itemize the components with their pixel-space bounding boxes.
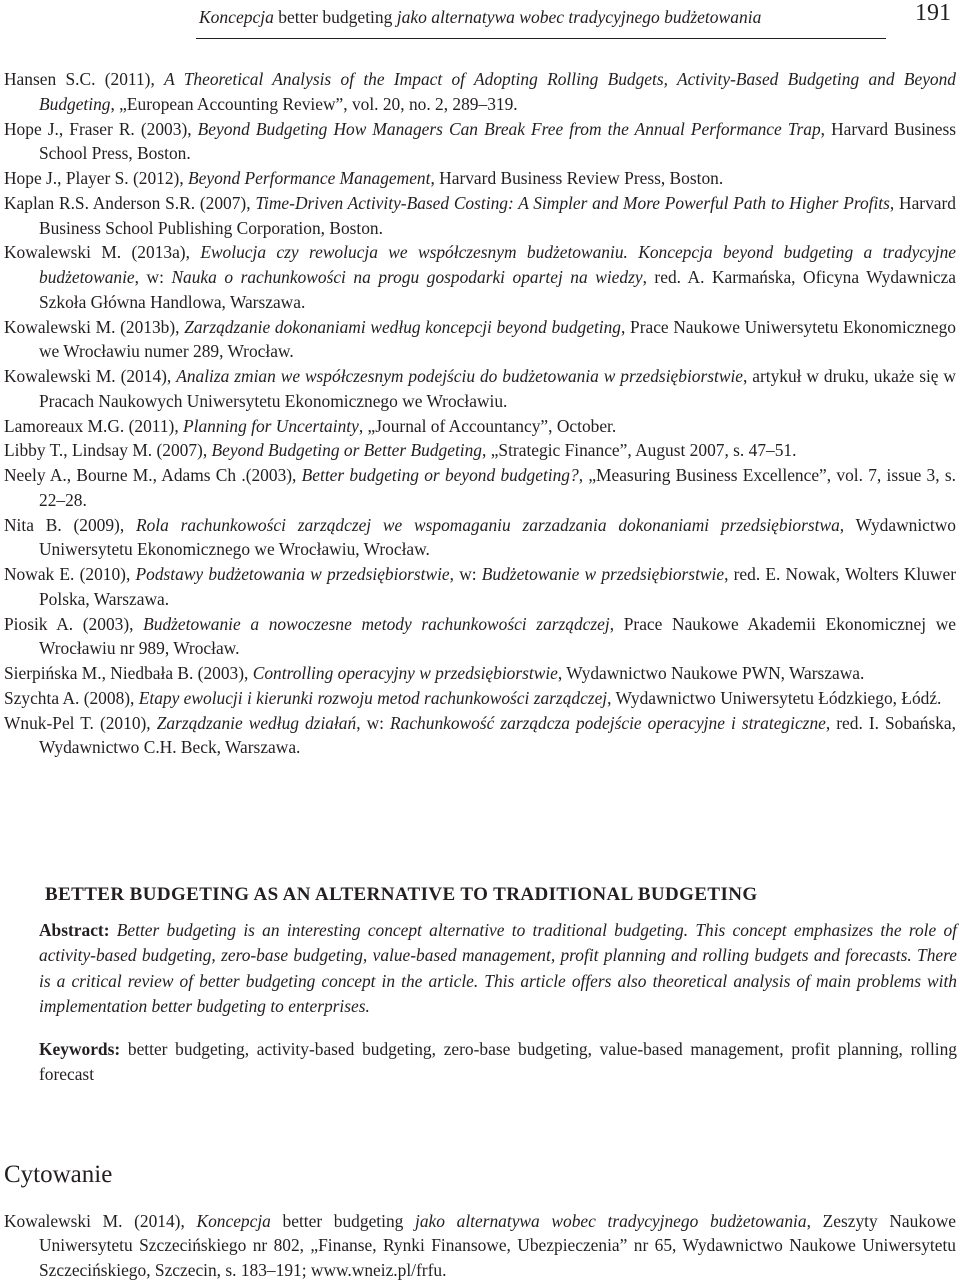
keywords-label: Keywords: bbox=[39, 1038, 121, 1059]
reference-entry: Hansen S.C. (2011), A Theoretical Analysis of the Impact of Adopting Rolling Budgets, Activity-Based Budgeting and Beyond Budgeting, „European Accounting Review”, vol. 20, no. 2, 289–319. bbox=[4, 69, 956, 114]
header-divider bbox=[196, 38, 886, 39]
reference-entry: Lamoreaux M.G. (2011), Planning for Uncertainty, „Journal of Accountancy”, October. bbox=[4, 415, 617, 436]
reference-entry: Nita B. (2009), Rola rachunkowości zarządczej we wspomaganiu zarzadzania dokonaniami przedsiębiorstwa, Wydawnictwo Uniwersytetu Ekonomicznego we Wrocławiu, Wrocław. bbox=[4, 514, 956, 560]
reference-entry: Hope J., Fraser R. (2003), Beyond Budgeting How Managers Can Break Free from the Annual Performance Trap, Harvard Business School Press, Boston. bbox=[4, 118, 956, 164]
reference-entry: Kowalewski M. (2014), Analiza zmian we współczesnym podejściu do budżetowania w przedsiębiorstwie, artykuł w druku, ukaże się w Pracach Naukowych Uniwersytetu Ekonomicznego we Wrocławiu. bbox=[4, 366, 956, 411]
reference-entry: Sierpińska M., Niedbała B. (2003), Controlling operacyjny w przedsiębiorstwie, Wydawnictwo Naukowe PWN, Warszawa. bbox=[4, 663, 865, 683]
running-title: Koncepcja better budgeting jako alternatywa wobec tradycyjnego budżetowania bbox=[199, 7, 762, 27]
reference-entry: Nowak E. (2010), Podstawy budżetowania w przedsiębiorstwie, w: Budżetowanie w przedsiębiorstwie, red. E. Nowak, Wolters Kluwer Polska, Warszawa. bbox=[4, 564, 956, 609]
abstract bbox=[39, 918, 957, 1020]
reference-entry: Szychta A. (2008), Etapy ewolucji i kierunki rozwoju metod rachunkowości zarządczej, Wydawnictwo Uniwersytetu Łódzkiego, Łódź. bbox=[4, 687, 942, 708]
citation-text: Kowalewski M. (2014), Koncepcja better budgeting jako alternatywa wobec tradycyjnego budżetowania, Zeszyty Naukowe Uniwersytetu Szczecińskiego nr 802, „Finanse, Rynki Finansowe, Ubezpieczenia” nr 65, Wydawnictwo Naukowe Uniwersytetu Szczecińskiego, Szczecin, s. 183–191; www.wneiz.pl/frfu. bbox=[4, 1211, 956, 1280]
citation-heading: Cytowanie bbox=[4, 1161, 113, 1188]
reference-entry: Wnuk-Pel T. (2010), Zarządzanie według działań, w: Rachunkowość zarządcza podejście operacyjne i strategiczne, red. I. Sobańska, Wydawnictwo C.H. Beck, Warszawa. bbox=[4, 712, 956, 758]
reference-entry: Piosik A. (2003), Budżetowanie a nowoczesne metody rachunkowości zarządczej, Prace Naukowe Akademii Ekonomicznej we Wrocławiu nr 989, Wrocław. bbox=[4, 613, 956, 659]
keywords bbox=[39, 1037, 957, 1088]
reference-entry: Libby T., Lindsay M. (2007), Beyond Budgeting or Better Budgeting, „Strategic Finance”, August 2007, s. 47–51. bbox=[4, 440, 797, 461]
page-number: 191 bbox=[915, 0, 951, 26]
keywords-text: better budgeting, activity-based budgeting, zero-base budgeting, value-based management, profit planning, rolling forecast bbox=[39, 1038, 957, 1085]
reference-entry: Hope J., Player S. (2012), Beyond Performance Management, Harvard Business Review Press, Boston. bbox=[4, 168, 724, 188]
english-summary bbox=[39, 882, 957, 1087]
reference-list bbox=[4, 67, 956, 760]
reference-entry: Kowalewski M. (2013a), Ewolucja czy rewolucja we współczesnym budżetowaniu. Koncepcja beyond budgeting a tradycyjne budżetowanie, w: Nauka o rachunkowości na progu gospodarki opartej na wiedzy, red. A. Karmańska, Oficyna Wydawnicza Szkoła Główna Handlowa, Warszawa. bbox=[4, 242, 957, 312]
reference-entry: Neely A., Bourne M., Adams Ch .(2003), Better budgeting or beyond budgeting?, „Measuring Business Excellence”, vol. 7, issue 3, s. 22–28. bbox=[4, 465, 956, 510]
reference-entry: Kowalewski M. (2013b), Zarządzanie dokonaniami według koncepcji beyond budgeting, Prace Naukowe Uniwersytetu Ekonomicznego we Wrocławiu numer 289, Wrocław. bbox=[4, 316, 957, 362]
running-header bbox=[197, 2, 957, 36]
abstract-label: Abstract: bbox=[39, 920, 110, 940]
abstract-text: Better budgeting is an interesting concept alternative to traditional budgeting. This concept emphasizes the role of activity-based budgeting, zero-base budgeting, value-based management, profit planning and rolling budgets and forecasts. There is a critical review of better budgeting concept in the article. This article offers also theoretical analysis of main problems with implementation better budgeting to enterprises. bbox=[39, 920, 957, 1017]
reference-entry: Kaplan R.S. Anderson S.R. (2007), Time-Driven Activity-Based Costing: A Simpler and More Powerful Path to Higher Profits, Harvard Business School Publishing Corporation, Boston. bbox=[4, 192, 956, 238]
english-title: BETTER BUDGETING AS AN ALTERNATIVE TO TRADITIONAL BUDGETING bbox=[45, 884, 758, 905]
citation bbox=[4, 1209, 956, 1282]
